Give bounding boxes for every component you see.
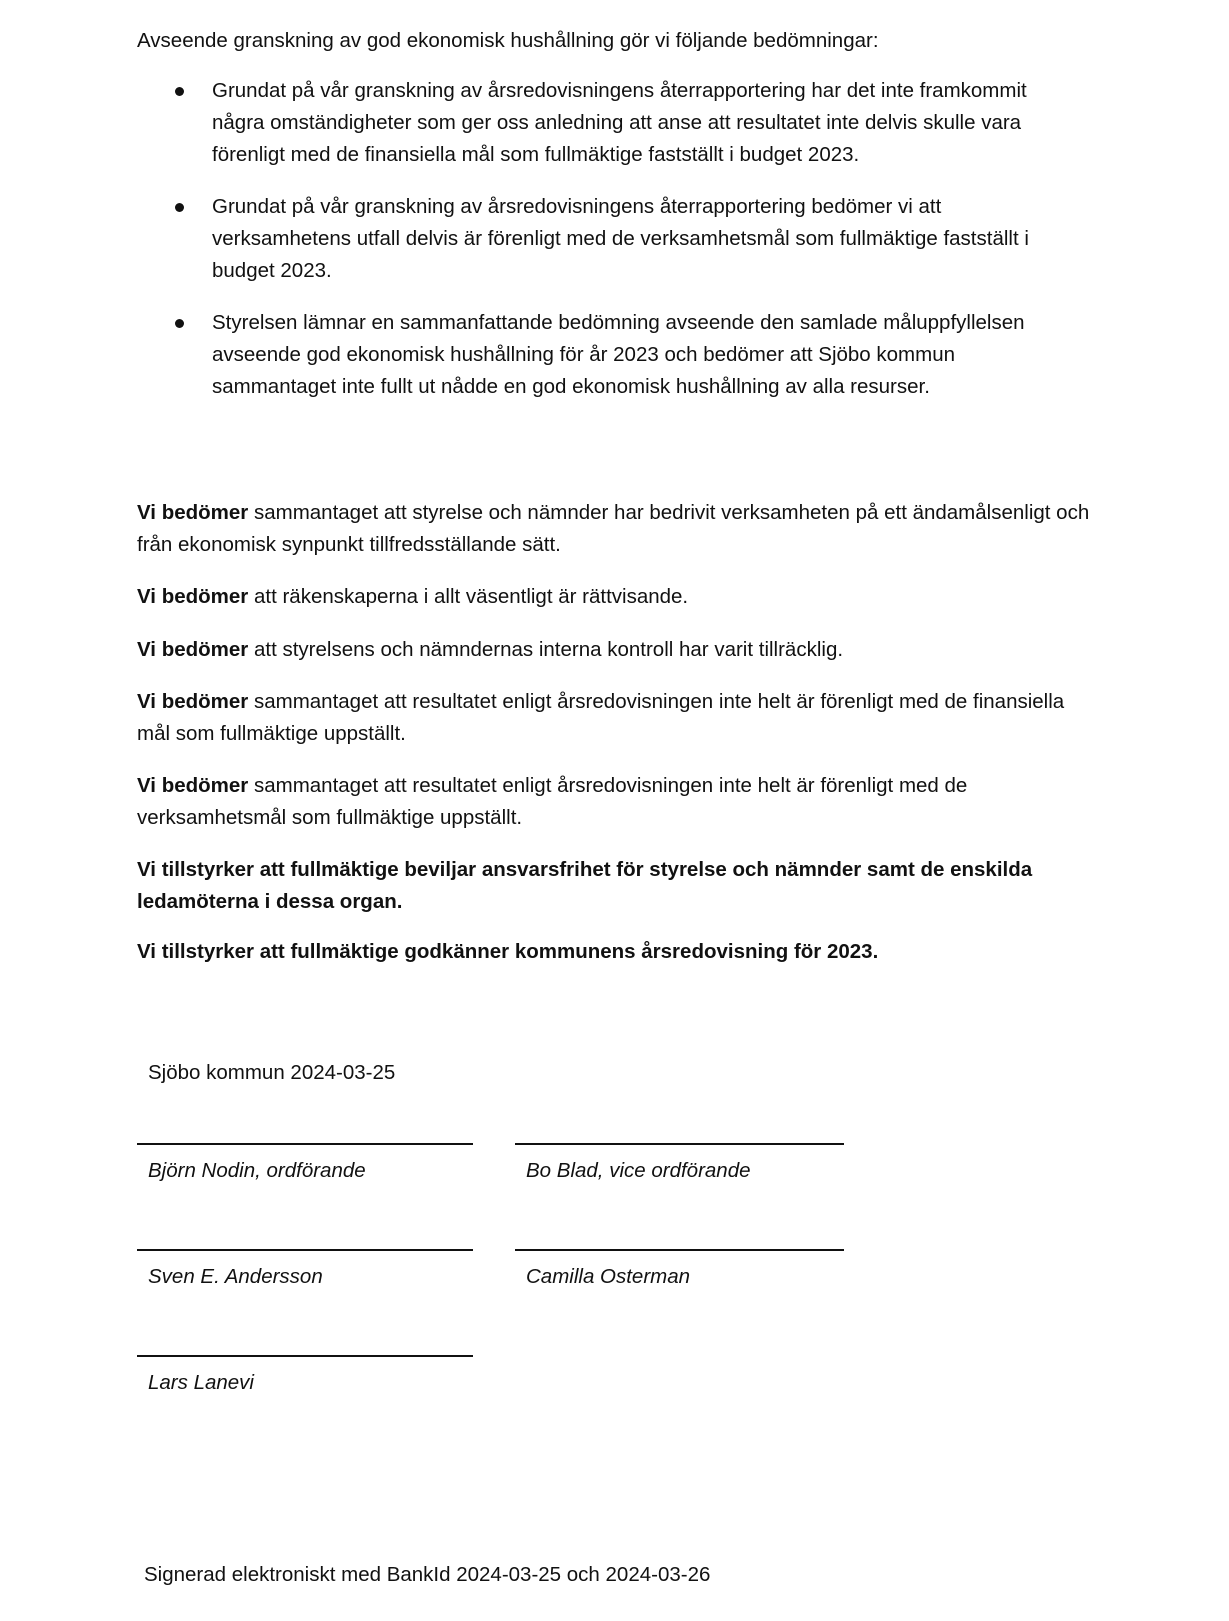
footer-signature-note: Signerad elektroniskt med BankId 2024-03-25 och 2024-03-26 xyxy=(144,1563,711,1586)
signature-line xyxy=(515,1249,844,1251)
assessment-text: sammantaget att resultatet enligt årsredovisningen inte helt är förenligt med de verksamhetsmål som fullmäktige uppställt. xyxy=(137,774,968,829)
bullet-dot-icon xyxy=(175,319,184,328)
intro-text: Avseende granskning av god ekonomisk hushållning gör vi följande bedömningar: xyxy=(137,29,879,52)
bullet-text: Styrelsen lämnar en sammanfattande bedömning avseende den samlade måluppfyllelsen avseende god ekonomisk hushållning för år 2023 och bedömer att Sjöbo kommun sammantaget inte fullt ut nådde en god ekonomisk hushållning av alla resurser. xyxy=(212,311,1025,398)
assessment-lead: Vi bedömer xyxy=(137,638,249,661)
assessment-lead: Vi bedömer xyxy=(137,501,249,524)
signatory-name: Lars Lanevi xyxy=(148,1371,254,1394)
signature-block xyxy=(137,1143,473,1187)
assessment-accounts xyxy=(137,581,1097,613)
bullet-text: Grundat på vår granskning av årsredovisningens återrapportering bedömer vi att verksamhetens utfall delvis är förenligt med de verksamhetsmål som fullmäktige fastställt i budget 2023. xyxy=(212,195,1029,282)
assessment-text: sammantaget att resultatet enligt årsredovisningen inte helt är förenligt med de finansiella mål som fullmäktige uppställt. xyxy=(137,690,1065,745)
assessment-lead: Vi bedömer xyxy=(137,774,249,797)
signature-block xyxy=(515,1249,844,1293)
assessment-operational-goals xyxy=(137,770,1097,834)
assessment-lead: Vi bedömer xyxy=(137,690,249,713)
bullet-text: Grundat på vår granskning av årsredovisningens återrapportering har det inte framkommit några omständigheter som ger oss anledning att anse att resultatet inte delvis skulle vara förenligt med de finansiella mål som fullmäktige fastställt i budget 2023. xyxy=(212,79,1027,166)
bullet-dot-icon xyxy=(175,203,184,212)
signatory-name: Björn Nodin, ordförande xyxy=(148,1159,366,1182)
bullet-item-operational-goals xyxy=(137,191,1037,287)
signature-line xyxy=(137,1355,473,1357)
recommendation-discharge: Vi tillstyrker att fullmäktige beviljar ansvarsfrihet för styrelse och nämnder samt de enskilda ledamöterna i dessa organ. xyxy=(137,858,1033,913)
signatory-name: Bo Blad, vice ordförande xyxy=(526,1159,751,1182)
bullet-item-summary-assessment xyxy=(137,307,1037,403)
assessment-operations xyxy=(137,497,1097,561)
assessment-text: att räkenskaperna i allt väsentligt är rättvisande. xyxy=(248,585,689,608)
signature-line xyxy=(137,1249,473,1251)
signature-block xyxy=(137,1355,473,1399)
signature-block xyxy=(137,1249,473,1293)
place-date: Sjöbo kommun 2024-03-25 xyxy=(148,1061,396,1084)
signature-line xyxy=(515,1143,844,1145)
signatory-name: Sven E. Andersson xyxy=(148,1265,323,1288)
assessment-financial-goals xyxy=(137,686,1097,750)
recommendation-approve-report: Vi tillstyrker att fullmäktige godkänner kommunens årsredovisning för 2023. xyxy=(137,940,879,963)
assessment-internal-control xyxy=(137,634,1097,666)
assessment-bullet-list xyxy=(137,75,1037,423)
assessment-text: att styrelsens och nämndernas interna kontroll har varit tillräcklig. xyxy=(248,638,844,661)
assessment-text: sammantaget att styrelse och nämnder har bedrivit verksamheten på ett ändamålsenligt och från ekonomisk synpunkt tillfredsställande sätt. xyxy=(137,501,1090,556)
signature-line xyxy=(137,1143,473,1145)
signatory-name: Camilla Osterman xyxy=(526,1265,691,1288)
assessment-lead: Vi bedömer xyxy=(137,585,249,608)
bullet-item-financial-goals xyxy=(137,75,1037,171)
bullet-dot-icon xyxy=(175,87,184,96)
signature-block xyxy=(515,1143,844,1187)
